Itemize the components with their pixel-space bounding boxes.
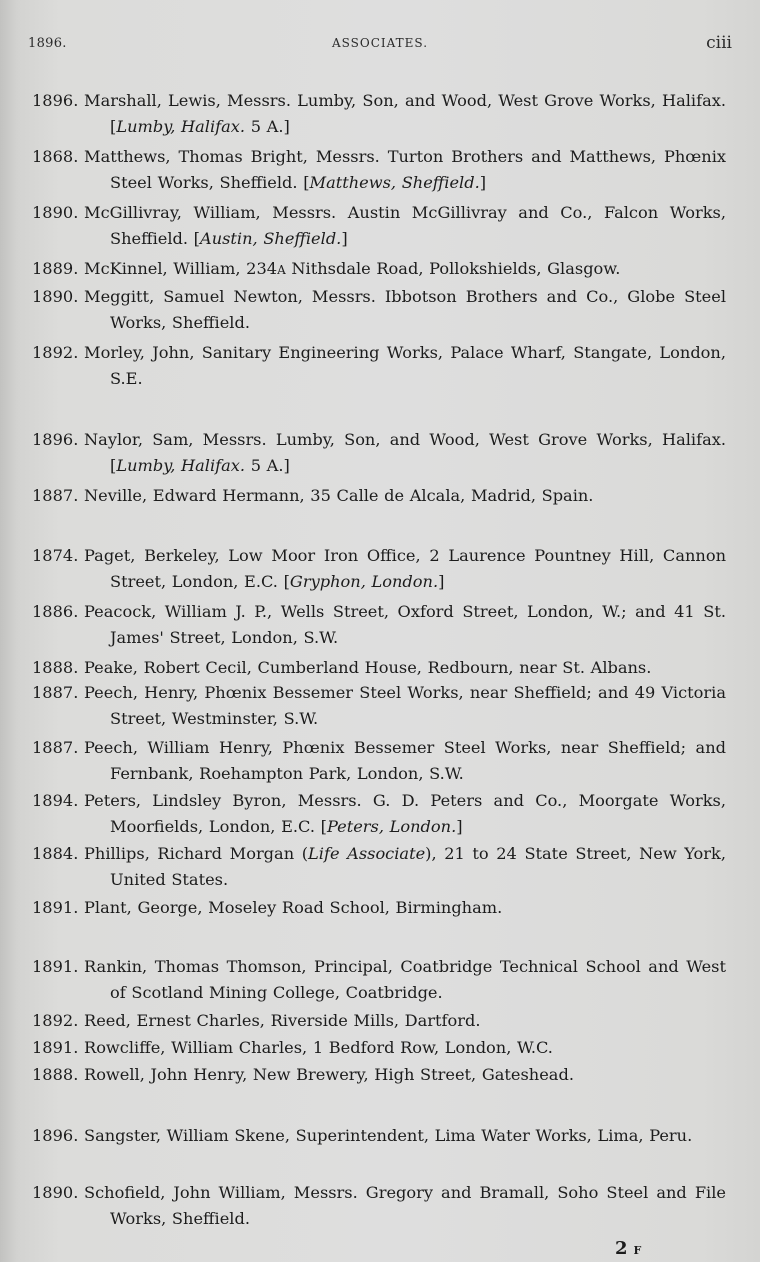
election-year: 1896. xyxy=(32,1126,79,1145)
entry-text: McKinnel, William, 234 xyxy=(84,259,278,278)
telegraphic-address: Austin, Sheffield. xyxy=(200,229,342,248)
associate-entry xyxy=(32,88,726,140)
election-year: 1887. xyxy=(32,683,79,702)
associate-entry xyxy=(32,427,726,479)
entry-text: Marshall, Lewis, Messrs. Lumby, Son, and Wood, West Grove Works, Halifax. [ xyxy=(84,91,726,136)
entry-text: Paget, Berkeley, Low Moor Iron Office, 2 Laurence Pountney Hill, Cannon Street, London, E.C. [ xyxy=(84,546,726,591)
entry-text: A xyxy=(277,263,286,277)
entry-text: Peake, Robert Cecil, Cumberland House, Redbourn, near St. Albans. xyxy=(84,658,652,677)
signature-letter: F xyxy=(633,1244,642,1257)
section-title: ASSOCIATES. xyxy=(331,36,429,50)
associate-entry xyxy=(32,340,726,392)
election-year: 1892. xyxy=(32,1011,79,1030)
election-year: 1886. xyxy=(32,602,79,621)
associate-entry xyxy=(32,200,726,252)
entry-text: ), 21 to 24 State Street, New York, United States. xyxy=(110,844,726,889)
election-year: 1891. xyxy=(32,957,79,976)
associate-entry xyxy=(32,895,726,921)
election-year: 1890. xyxy=(32,1183,79,1202)
election-year: 1868. xyxy=(32,147,79,166)
associate-entry xyxy=(32,1008,726,1034)
running-head xyxy=(28,34,732,54)
associate-entry xyxy=(32,841,726,893)
associate-entry xyxy=(32,1062,726,1088)
election-year: 1888. xyxy=(32,658,79,677)
election-year: 1889. xyxy=(32,259,79,278)
entry-text: Plant, George, Moseley Road School, Birmingham. xyxy=(84,898,503,917)
telegraphic-address: Peters, London. xyxy=(326,817,457,836)
election-year: 1896. xyxy=(32,430,79,449)
entry-text: Meggitt, Samuel Newton, Messrs. Ibbotson Brothers and Co., Globe Steel Works, Sheffield. xyxy=(84,287,726,332)
entry-text: Matthews, Thomas Bright, Messrs. Turton Brothers and Matthews, Phœnix Steel Works, Sheffield. [ xyxy=(84,147,726,192)
associate-entry xyxy=(32,144,726,196)
telegraphic-address: Life Associate xyxy=(308,844,426,863)
election-year: 1896. xyxy=(32,91,79,110)
associate-entry xyxy=(32,1123,726,1149)
telegraphic-address: Matthews, Sheffield. xyxy=(309,173,480,192)
entry-text: Morley, John, Sanitary Engineering Works, Palace Wharf, Stangate, London, S.E. xyxy=(84,343,726,388)
entry-text: Schofield, John William, Messrs. Gregory and Bramall, Soho Steel and File Works, Sheffield. xyxy=(84,1183,726,1228)
associate-entry xyxy=(32,483,726,509)
telegraphic-address: Lumby, Halifax. xyxy=(116,456,246,475)
associate-entry xyxy=(32,543,726,595)
entry-text: Reed, Ernest Charles, Riverside Mills, Dartford. xyxy=(84,1011,481,1030)
entry-text: Rowcliffe, William Charles, 1 Bedford Row, London, W.C. xyxy=(84,1038,553,1057)
election-year: 1888. xyxy=(32,1065,79,1084)
associate-entry xyxy=(32,655,726,681)
associate-entry xyxy=(32,788,726,840)
entry-text: Peech, Henry, Phœnix Bessemer Steel Works, near Sheffield; and 49 Victoria Street, Westminster, S.W. xyxy=(84,683,726,728)
entry-text: ] xyxy=(341,229,348,248)
printer-signature xyxy=(615,1238,641,1259)
associate-entry xyxy=(32,954,726,1006)
entry-text: Sangster, William Skene, Superintendent, Lima Water Works, Lima, Peru. xyxy=(84,1126,693,1145)
entry-text: ] xyxy=(438,572,445,591)
election-year: 1894. xyxy=(32,791,79,810)
election-year: 1891. xyxy=(32,898,79,917)
entry-text: Rowell, John Henry, New Brewery, High Street, Gateshead. xyxy=(84,1065,574,1084)
entry-text: Peters, Lindsley Byron, Messrs. G. D. Peters and Co., Moorgate Works, Moorfields, London, E.C. [ xyxy=(84,791,726,836)
header-year: 1896. xyxy=(28,36,67,51)
entry-text: Peech, William Henry, Phœnix Bessemer Steel Works, near Sheffield; and Fernbank, Roehampton Park, London, S.W. xyxy=(84,738,726,783)
entry-text: ] xyxy=(456,817,463,836)
associate-entry xyxy=(32,1180,726,1232)
associate-entry xyxy=(32,284,726,336)
entry-text: Peacock, William J. P., Wells Street, Oxford Street, London, W.; and 41 St. James' Street, London, S.W. xyxy=(84,602,726,647)
election-year: 1887. xyxy=(32,486,79,505)
entry-text: 5 A.] xyxy=(245,456,290,475)
telegraphic-address: Gryphon, London. xyxy=(289,572,439,591)
entry-text: Naylor, Sam, Messrs. Lumby, Son, and Wood, West Grove Works, Halifax. [ xyxy=(84,430,726,475)
telegraphic-address: Lumby, Halifax. xyxy=(116,117,246,136)
entry-text: Neville, Edward Hermann, 35 Calle de Alcala, Madrid, Spain. xyxy=(84,486,594,505)
entry-text: Phillips, Richard Morgan ( xyxy=(84,844,309,863)
election-year: 1887. xyxy=(32,738,79,757)
election-year: 1890. xyxy=(32,203,79,222)
entry-text: McGillivray, William, Messrs. Austin McGillivray and Co., Falcon Works, Sheffield. [ xyxy=(84,203,726,248)
election-year: 1892. xyxy=(32,343,79,362)
associate-entry xyxy=(32,599,726,651)
associate-entry xyxy=(32,256,726,283)
election-year: 1884. xyxy=(32,844,79,863)
associate-entry xyxy=(32,735,726,787)
election-year: 1891. xyxy=(32,1038,79,1057)
signature-number: 2 xyxy=(615,1238,628,1259)
associate-entry xyxy=(32,680,726,732)
page-number: ciii xyxy=(706,33,732,53)
entry-text: ] xyxy=(479,173,487,192)
entry-text: Nithsdale Road, Pollokshields, Glasgow. xyxy=(285,259,621,278)
election-year: 1874. xyxy=(32,546,79,565)
entry-text: 5 A.] xyxy=(245,117,290,136)
associate-entry xyxy=(32,1035,726,1061)
entry-text: Rankin, Thomas Thomson, Principal, Coatbridge Technical School and West of Scotland Mining College, Coatbridge. xyxy=(84,957,726,1002)
election-year: 1890. xyxy=(32,287,79,306)
